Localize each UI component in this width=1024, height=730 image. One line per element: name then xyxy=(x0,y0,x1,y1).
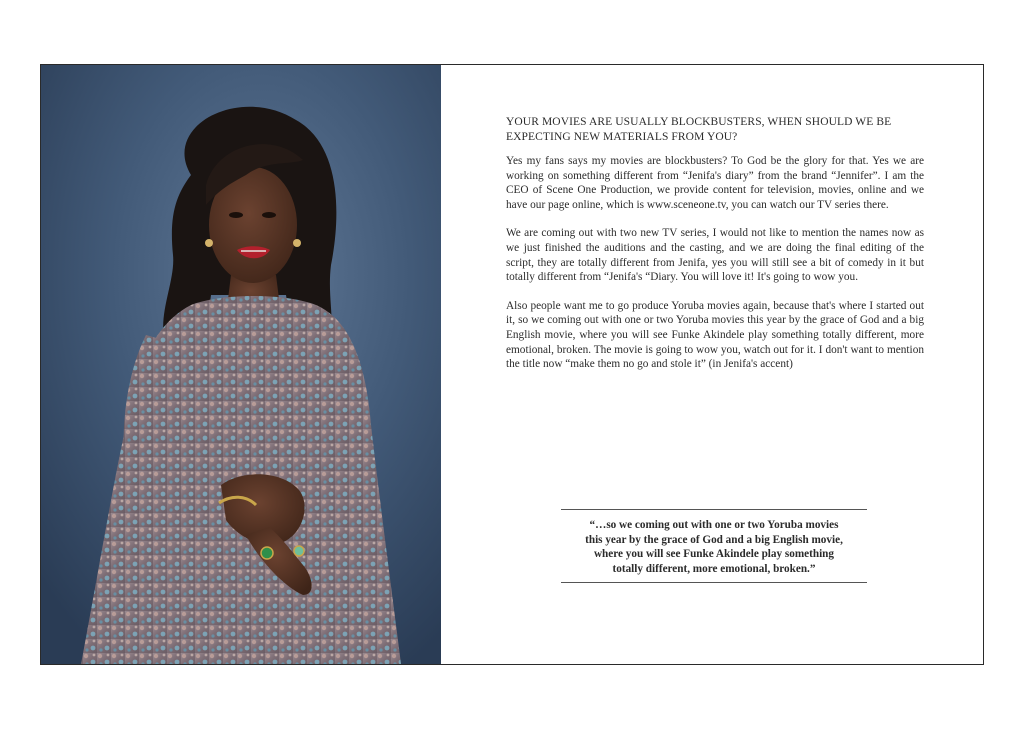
pull-quote-line: where you will see Funke Akindele play something xyxy=(593,548,835,561)
answer-paragraph-2: We are coming out with two new TV series, I would not like to mention the names now as we just finished the auditions and the casting, and we are doing the final editing of the script, they are totally different from Jenifa, yes you will still see a bit of comedy in it but totally different from “Jenifa's “Diary. You will love it! It's going to wow you. xyxy=(506,227,924,284)
answer-paragraph-1: Yes my fans says my movies are blockbusters? To God be the glory for that. Yes we are working on something different from “Jenifa's diary” from the brand “Jennifer”. I am the CEO of Scene One Production, we provide content for television, movies, online and we have our page online, which is www.sceneone.tv, you can watch our TV series there. xyxy=(506,155,924,211)
interview-question: YOUR MOVIES ARE USUALLY BLOCKBUSTERS, WHEN SHOULD WE BE EXPECTING NEW MATERIALS FROM YOU? xyxy=(506,116,892,143)
portrait-photo xyxy=(41,65,441,664)
pull-quote-line: this year by the grace of God and a big English movie, xyxy=(585,533,843,546)
article-body xyxy=(506,115,924,386)
magazine-spread xyxy=(40,64,984,665)
portrait-illustration xyxy=(41,65,441,664)
pull-quote-line: “…so we coming out with one or two Yoruba movies xyxy=(589,519,839,531)
pull-quote-line: totally different, more emotional, broken.” xyxy=(612,562,816,575)
pull-quote xyxy=(561,509,867,583)
answer-paragraph-3: Also people want me to go produce Yoruba movies again, because that's where I started out it, so we coming out with one or two Yoruba movies this year by the grace of God and a big English movie, where you will see Funke Akindele play something totally different, more emotional, broken. The movie is going to wow you, watch out for it. I don't want to mention the title now “make them no go and stole it” (in Jenifa's accent) xyxy=(506,299,924,371)
